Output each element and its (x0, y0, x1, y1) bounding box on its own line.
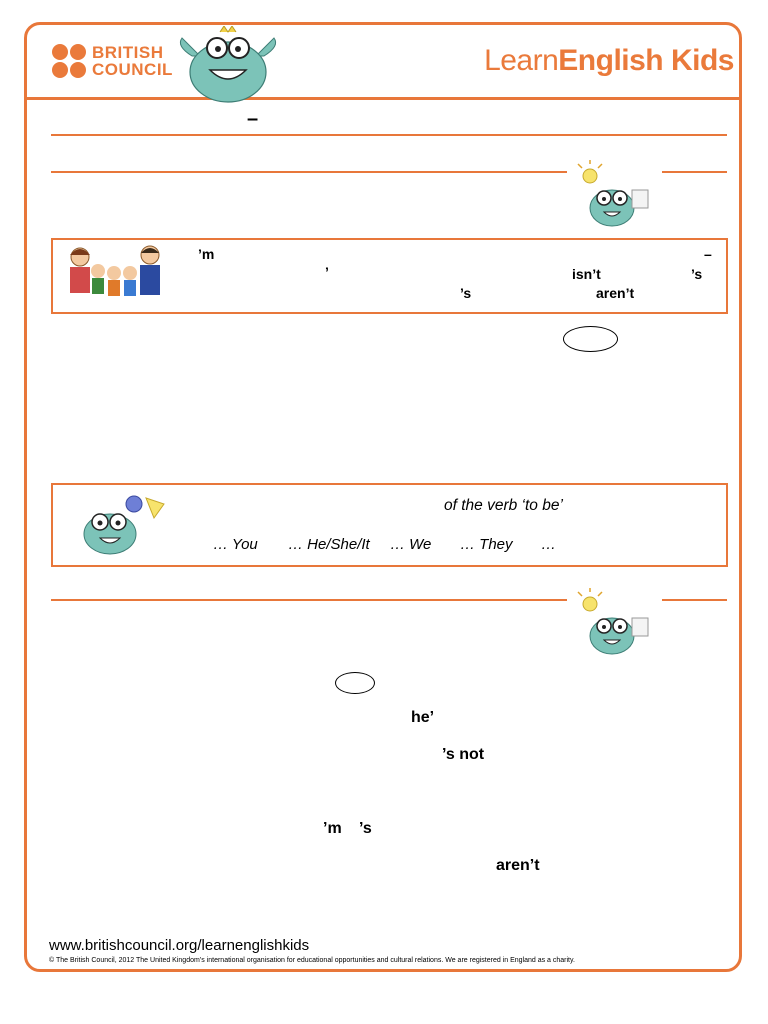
title-rule (51, 134, 727, 136)
box1-apostrophe: ’ (325, 264, 329, 280)
section1-rule-right (662, 171, 727, 173)
brand-english: English (558, 44, 664, 77)
answer-oval-2 (335, 672, 375, 694)
sec2-arent: aren’t (496, 857, 540, 874)
header-divider (24, 97, 742, 100)
monster-idea-icon (78, 492, 168, 558)
box2-heading: of the verb ‘to be’ (444, 497, 563, 514)
box2-item-they: … They (460, 536, 513, 553)
brand-line-1: BRITISH (92, 43, 164, 62)
box2-item-ellipsis: … (541, 536, 556, 553)
box2-item-you: … You (213, 536, 258, 553)
sec2-s-not: ’s not (442, 746, 485, 763)
brand-learn: Learn (484, 44, 559, 77)
monster-lightbulb-icon-2 (572, 588, 656, 658)
footer-url[interactable]: www.britishcouncil.org/learnenglishkids (49, 937, 310, 954)
brand-kids: Kids (670, 44, 734, 77)
sec2-m: ’m (323, 820, 342, 837)
box1-dash: – (704, 246, 712, 262)
monster-lightbulb-icon (572, 160, 656, 230)
section1-rule-left (51, 171, 567, 173)
british-council-logo (52, 44, 182, 80)
box1-isnt: isn’t (572, 266, 601, 282)
monster-mascot-icon (172, 26, 284, 106)
box1-arent: aren’t (596, 285, 635, 301)
box2-item-we: … We (390, 536, 432, 553)
footer-copyright: © The British Council, 2012 The United Kingdom’s international organisation for educational opportunities and cultural relations. We are registered in England as a charity. (49, 957, 575, 964)
logo-dots-icon (52, 44, 88, 80)
family-illustration-icon (60, 243, 180, 303)
brand-line-2: COUNCIL (92, 60, 173, 79)
box1-s2: ’s (460, 285, 472, 301)
section2-rule-left (51, 599, 567, 601)
learnenglish-kids-logo (484, 44, 734, 78)
box2-item-he-she-it: … He/She/It (288, 536, 370, 553)
sec2-he: he’ (411, 709, 435, 726)
box1-m: ’m (198, 246, 215, 262)
title-dash: – (247, 108, 259, 130)
section2-rule-right (662, 599, 727, 601)
box1-s1: ’s (691, 266, 703, 282)
sec2-s: ’s (359, 820, 372, 837)
answer-oval-1 (563, 326, 618, 352)
